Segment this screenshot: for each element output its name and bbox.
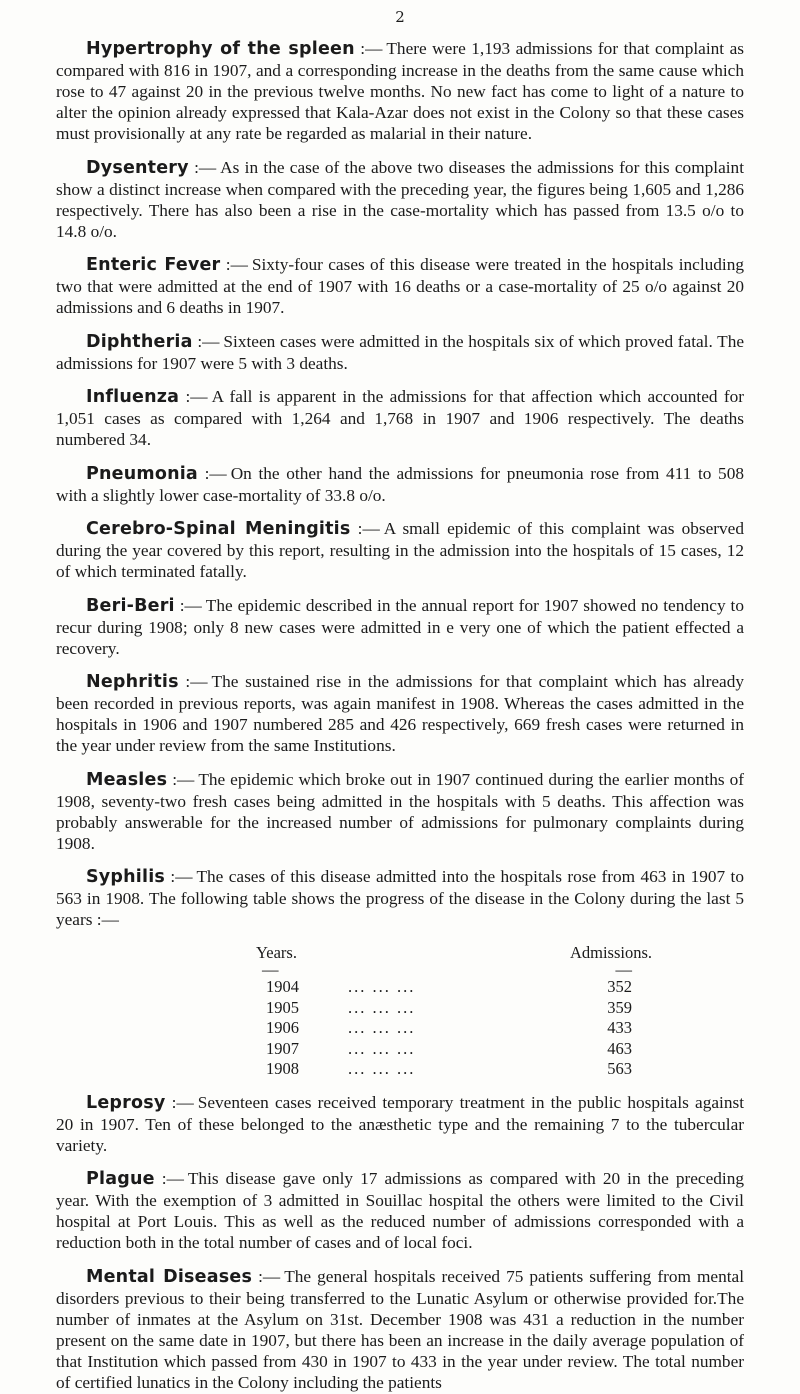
section-paragraph — [56, 769, 744, 854]
admissions-cell: 359 — [607, 997, 632, 1017]
admissions-cell: 463 — [607, 1038, 632, 1058]
section-text: Sixty-four cases of this disease were treated in the hospitals including two that were admitted at the end of 1907 with 16 deaths or a case-mortality of 25 o/o against 20 admissions and 6 deaths in 1907. — [56, 255, 744, 317]
leader-dots: ... ... ... — [348, 1038, 416, 1058]
heading-separator: :— — [179, 595, 202, 615]
table-row — [242, 1039, 652, 1060]
admissions-cell: 433 — [607, 1018, 632, 1037]
section-text: Sixteen cases were admitted in the hospitals six of which proved fatal. The admissions for 1907 were 5 with 3 deaths. — [56, 331, 744, 373]
heading-separator: :— — [170, 867, 193, 886]
heading-separator: :— — [161, 1169, 184, 1188]
section-heading: Dysentery — [86, 157, 189, 178]
section-heading: Cerebro-Spinal Meningitis — [86, 519, 351, 539]
heading-separator: :— — [194, 157, 217, 177]
admissions-column-header: Admissions. — [569, 942, 652, 962]
heading-separator: :— — [185, 672, 208, 691]
section-text: On the other hand the admissions for pneumonia rose from 411 to 508 with a slightly lower case-mortality of 33.8 o/o. — [56, 463, 744, 505]
leader-dots: ... ... ... — [348, 997, 416, 1017]
section-paragraph — [56, 331, 744, 374]
section-paragraph — [56, 254, 744, 318]
section-heading: Hypertrophy of the spleen — [86, 39, 355, 59]
table-row — [242, 998, 652, 1019]
section-heading: Influenza — [86, 387, 180, 407]
table-header — [242, 943, 652, 964]
table-row — [242, 1018, 652, 1039]
section-paragraph — [56, 1168, 744, 1253]
section-text: The sustained rise in the admissions for that complaint which has already been recorded in previous reports, was again manifest in 1908. Whereas the cases admitted in the hospitals in 1906 and 1907 numbered 285 and 426 respectively, 669 fresh cases were returned in the year under review from the same Institutions. — [56, 672, 744, 755]
table-rows — [242, 977, 652, 1080]
year-cell: 1905 — [266, 997, 299, 1017]
section-paragraph — [56, 866, 744, 930]
section-heading: Diphtheria — [86, 331, 193, 352]
section-paragraph — [56, 386, 744, 450]
section-heading: Measles — [86, 769, 168, 790]
section-paragraph — [56, 518, 744, 582]
table-row — [242, 1059, 652, 1080]
admissions-cell: 563 — [607, 1059, 632, 1078]
section-text: A fall is apparent in the admissions for that affection which accounted for 1,051 cases as compared with 1,264 and 1,768 in 1907 and 1906 respectively. The deaths numbered 34. — [56, 387, 744, 449]
section-paragraph — [56, 463, 744, 506]
section-heading: Pneumonia — [86, 463, 198, 484]
heading-separator: :— — [197, 331, 220, 351]
admissions-cell: 352 — [607, 977, 632, 996]
section-heading: Plague — [86, 1169, 155, 1189]
report-body-continued — [56, 1092, 744, 1393]
leader-dots: ... ... ... — [348, 1059, 416, 1078]
section-paragraph — [56, 595, 744, 659]
heading-separator: :— — [204, 463, 227, 483]
years-column-header: Years. — [256, 942, 297, 962]
syphilis-admissions-table — [242, 943, 652, 1080]
section-heading: Beri-Beri — [86, 595, 175, 616]
section-text: The epidemic which broke out in 1907 continued during the earlier months of 1908, seventy-two fresh cases being admitted in the hospitals with 5 deaths. This affection was probably answerable for the increased number of admissions for pulmonary complaints during 1908. — [56, 769, 745, 853]
table-rule — [242, 960, 652, 979]
heading-separator: :— — [171, 1092, 194, 1112]
section-heading: Leprosy — [86, 1092, 166, 1113]
report-body — [56, 38, 744, 930]
table-row — [242, 977, 652, 998]
section-paragraph — [56, 1266, 744, 1393]
leader-dots: ... ... ... — [348, 977, 416, 996]
heading-separator: :— — [258, 1266, 281, 1286]
section-text: This disease gave only 17 admissions as compared with 20 in the preceding year. With the exemption of 3 admitted in Souillac hospital the others were limited to the Civil hospital at Port Louis. This as well as the reduced number of admissions corresponded with a reduction both in the total number of cases and of local foci. — [56, 1169, 744, 1252]
section-heading: Mental Diseases — [86, 1266, 253, 1287]
section-paragraph — [56, 1092, 744, 1156]
years-dash: — — [262, 960, 279, 979]
section-text: Seventeen cases received temporary treatment in the public hospitals against 20 in 1907. Ten of these belonged to the anæsthetic type and the remaining 7 to the tubercular variety. — [56, 1092, 744, 1155]
section-text: The epidemic described in the annual report for 1907 showed no tendency to recur during 1908; only 8 new cases were admitted in e very one of which the patient effected a recovery. — [56, 595, 745, 658]
section-paragraph — [56, 157, 744, 242]
year-cell: 1906 — [266, 1018, 299, 1037]
section-heading: Nephritis — [86, 672, 179, 692]
heading-separator: :— — [360, 39, 383, 58]
section-paragraph — [56, 38, 744, 144]
section-heading: Syphilis — [86, 867, 166, 887]
heading-separator: :— — [172, 769, 195, 789]
page-number: 2 — [395, 8, 405, 26]
section-heading: Enteric Fever — [86, 255, 221, 275]
section-text: As in the case of the above two diseases the admissions for this complaint show a distinct increase when compared with the preceding year, the figures being 1,605 and 1,286 respectively. There has also been a rise in the case-mortality which has passed from 13.5 o/o to 14.8 o/o. — [56, 157, 744, 241]
section-text: The cases of this disease admitted into the hospitals rose from 463 in 1907 to 563 in 1908. The following table shows the progress of the disease in the Colony during the last 5 years :— — [56, 867, 744, 929]
year-cell: 1907 — [266, 1038, 299, 1058]
section-text: The general hospitals received 75 patients suffering from mental disorders previous to their being transferred to the Lunatic Asylum or otherwise provided for.The number of inmates at the Asylum on 31st. December 1908 was 431 a reduction in the number present on the same date in 1907, but there has been an increase in the daily average population of that Institution which passed from 430 in 1907 to 433 in the year under review. The total number of certified lunatics in the Colony including the patients — [56, 1266, 745, 1392]
section-text: There were 1,193 admissions for that complaint as compared with 816 in 1907, and a corresponding increase in the deaths from the same cause which rose to 47 against 20 in the previous twelve months. No new fact has come to light of a nature to alter the opinion already expressed that Kala-Azar does not exist in the Colony so that these cases must provisionally at any rate be regarded as malarial in their nature. — [56, 39, 744, 143]
heading-separator: :— — [185, 387, 208, 406]
year-cell: 1904 — [266, 977, 299, 996]
section-text: A small epidemic of this complaint was observed during the year covered by this report, resulting in the admission into the hospitals of 15 cases, 12 of which terminated fatally. — [56, 519, 744, 581]
heading-separator: :— — [225, 255, 248, 274]
admissions-dash: — — [615, 960, 632, 979]
year-cell: 1908 — [266, 1059, 299, 1078]
leader-dots: ... ... ... — [348, 1018, 416, 1037]
heading-separator: :— — [357, 519, 380, 538]
section-paragraph — [56, 671, 744, 756]
